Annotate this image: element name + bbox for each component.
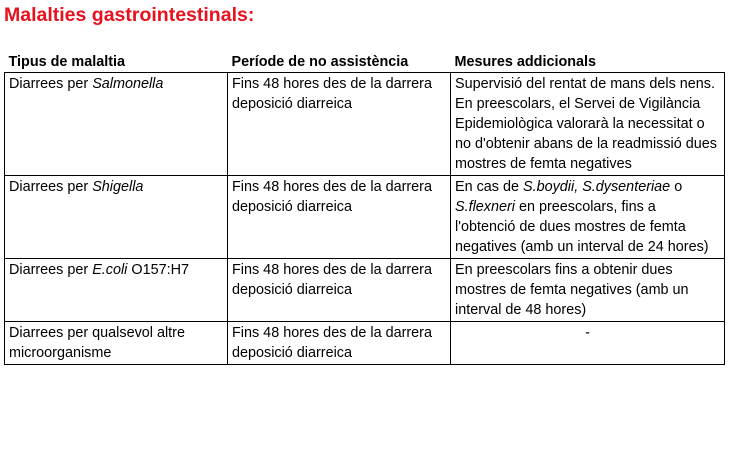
disease-name-prefix: Diarrees per xyxy=(9,262,93,278)
section-title: Malalties gastrointestinals: xyxy=(4,4,255,26)
disease-type-cell xyxy=(5,259,228,322)
table-row xyxy=(5,322,725,365)
measure-text: Supervisió del rentat de mans dels nens. En preescolars, el Servei de Vigilància Epidemiològica valorarà la necessitat o no d'obtenir abans de la readmissió dues mostres de femta negatives xyxy=(455,76,717,172)
disease-name-prefix: Diarrees per xyxy=(9,179,93,195)
pathogen-name: S.boydii, S.dysenteriae xyxy=(523,179,671,195)
diseases-table xyxy=(4,52,725,365)
table-body xyxy=(5,73,725,365)
disease-type-cell xyxy=(5,176,228,259)
measure-text: - xyxy=(585,325,590,341)
pathogen-name: E.coli xyxy=(92,262,128,278)
table-row xyxy=(5,73,725,176)
absence-period-cell: Fins 48 hores des de la darrera deposició diarreica xyxy=(228,176,451,259)
absence-period-cell: Fins 48 hores des de la darrera deposició diarreica xyxy=(228,259,451,322)
table-row xyxy=(5,259,725,322)
additional-measures-cell xyxy=(451,73,725,176)
measure-text: En preescolars fins a obtenir dues mostres de femta negatives (amb un interval de 48 hores) xyxy=(455,262,689,318)
disease-name-suffix: O157:H7 xyxy=(127,262,189,278)
pathogen-name: Salmonella xyxy=(92,76,164,92)
disease-type-cell xyxy=(5,322,228,365)
additional-measures-cell xyxy=(451,176,725,259)
table-row xyxy=(5,176,725,259)
disease-name-prefix: Diarrees per xyxy=(9,76,93,92)
disease-type-cell xyxy=(5,73,228,176)
measure-text: En cas de xyxy=(455,179,523,195)
absence-period-cell: Fins 48 hores des de la darrera deposició diarreica xyxy=(228,322,451,365)
header-disease-type: Tipus de malaltia xyxy=(5,52,228,73)
header-additional-measures: Mesures addicionals xyxy=(451,52,725,73)
absence-period-cell: Fins 48 hores des de la darrera deposició diarreica xyxy=(228,73,451,176)
header-absence-period: Període de no assistència xyxy=(228,52,451,73)
disease-name-prefix: Diarrees per qualsevol altre microorganisme xyxy=(9,325,185,361)
measure-text: o xyxy=(670,179,683,195)
pathogen-name: S.flexneri xyxy=(455,199,515,215)
additional-measures-cell xyxy=(451,322,725,365)
measure-text: en preescolars, fins a l'obtenció de dues mostres de femta negatives (amb un interval de 24 hores) xyxy=(455,199,709,255)
pathogen-name: Shigella xyxy=(92,179,144,195)
additional-measures-cell xyxy=(451,259,725,322)
table-header-row xyxy=(5,52,725,73)
